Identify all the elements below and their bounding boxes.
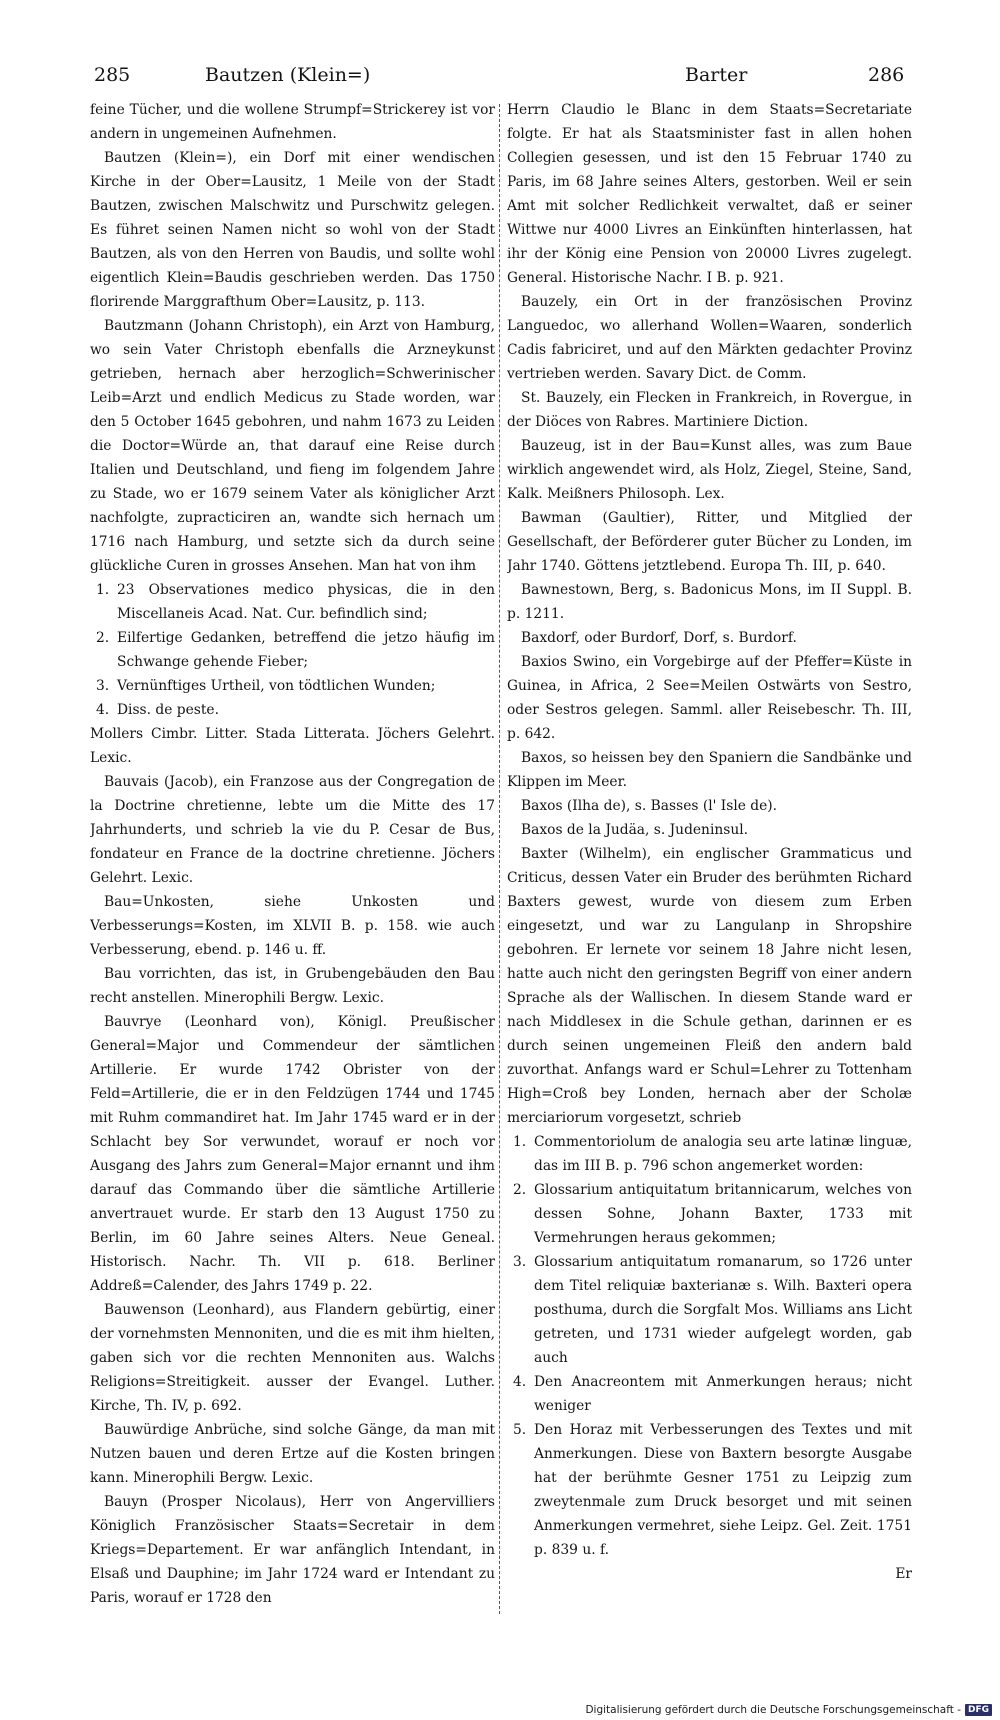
list-item	[507, 1178, 912, 1250]
list-item	[507, 1130, 912, 1178]
list-item-number: 2.	[513, 1182, 527, 1198]
entry-paragraph: Baxter (Wilhelm), ein englischer Grammaticus und Criticus, dessen Vater ein Bruder des berühmten Richard Baxters gewest, wurde von diesem zum Erben eingesetzt, und war zu Langulanp in Shropshire gebohren. Er lernete vor seinem 18 Jahre nicht lesen, hatte auch nicht den geringsten Begriff von einer andern Sprache als der Wallischen. In diesem Stande ward er nach Middlesex in die Schule gethan, darinnen er es durch seinen ungemeinen Fleiß den andern bald zuvorthat. Anfangs ward er Schul=Lehrer zu Tottenham High=Croß bey Londen, hernach aber der Scholæ merciariorum vorgesetzt, schrieb	[507, 846, 912, 1126]
list-item-text: Glossarium antiquitatum romanarum, so 1726 unter dem Titel reliquiæ baxterianæ s. Wilh. Baxteri opera posthuma, durch die Sorgfalt Mos. Williams ans Licht getreten, und 1731 wieder aufgelegt worden, gab auch	[534, 1254, 912, 1366]
page-number-right: 286	[868, 64, 905, 86]
list-item-text: Den Horaz mit Verbesserungen des Textes und mit Anmerkungen. Diese von Baxtern besorgte Ausgabe hat der berühmte Gesner 1751 zu Leipzig zum zweytenmale zum Druck besorget und mit seinen Anmerkungen vermehret, siehe Leipz. Gel. Zeit. 1751 p. 839 u. f.	[534, 1422, 912, 1558]
list-item	[507, 1250, 912, 1370]
list-item-text: Eilfertige Gedanken, betreffend die jetzo häufig im Schwange gehende Fieber;	[117, 630, 495, 670]
entry-paragraph: Bautzmann (Johann Christoph), ein Arzt von Hamburg, wo sein Vater Christoph ebenfalls die Arzneykunst getrieben, hernach aber herzoglich=Schwerinischer Leib=Arzt und endlich Medicus zu Stade worden, war den 5 October 1645 gebohren, und nahm 1673 zu Leiden die Doctor=Würde an, that darauf eine Reise durch Italien und Deutschland, und fieng im folgendem Jahre zu Stade, wo er 1679 seinem Vater als königlicher Arzt nachfolgte, zupracticiren an, wandte sich hernach um 1716 nach Hamburg, und setzte sich da durch seine glückliche Curen in grosses Ansehen. Man hat von ihm	[90, 318, 495, 574]
list-item	[507, 1370, 912, 1418]
list-item-number: 1.	[513, 1134, 527, 1150]
entry-paragraph: Baxdorf, oder Burdorf, Dorf, s. Burdorf.	[521, 630, 797, 646]
list-item	[90, 578, 495, 626]
footer-text: Digitalisierung gefördert durch die Deutsche Forschungsgemeinschaft -	[585, 1704, 961, 1716]
entry-paragraph: St. Bauzely, ein Flecken in Frankreich, in Rovergue, in der Diöces von Rabres. Martiniere Diction.	[507, 390, 912, 430]
list-item-number: 4.	[513, 1374, 527, 1390]
right-column	[507, 98, 912, 1620]
entry-paragraph: Bauzely, ein Ort in der französischen Provinz Languedoc, wo allerhand Wollen=Waaren, sonderlich Cadis fabriciret, und auf den Märkten gedachter Provinz vertrieben werden. Savary Dict. de Comm.	[507, 294, 912, 382]
list-item	[90, 698, 495, 722]
entry-paragraph: Baxos de la Judäa, s. Judeninsul.	[521, 822, 749, 838]
digitization-footer	[585, 1704, 992, 1716]
entry-paragraph: Baxios Swino, ein Vorgebirge auf der Pfeffer=Küste in Guinea, in Africa, 2 See=Meilen Ostwärts von Sestro, oder Sestros gelegen. Samml. aller Reisebeschr. Th. III, p. 642.	[507, 654, 912, 742]
entry-paragraph: Bauwenson (Leonhard), aus Flandern gebürtig, einer der vornehmsten Mennoniten, und die es mit ihm hielten, gaben sich vor die rechten Mennoniten aus. Walchs Religions=Streitigkeit. ausser der Evangel. Luther. Kirche, Th. IV, p. 692.	[90, 1302, 495, 1414]
list-item-number: 5.	[513, 1422, 527, 1438]
left-column	[90, 98, 495, 1620]
numbered-list	[90, 578, 495, 722]
entry-paragraph: Bauwürdige Anbrüche, sind solche Gänge, da man mit Nutzen bauen und deren Ertze auf die Kosten bringen kann. Minerophili Bergw. Lexic.	[90, 1422, 495, 1486]
entry-paragraph: Bau=Unkosten, siehe Unkosten und Verbesserungs=Kosten, im XLVII B. p. 158. wie auch Verbesserung, ebend. p. 146 u. ff.	[90, 894, 495, 958]
column-divider	[499, 104, 500, 1614]
entry-paragraph: Bawnestown, Berg, s. Badonicus Mons, im II Suppl. B. p. 1211.	[507, 582, 912, 622]
numbered-list	[507, 1130, 912, 1562]
list-item	[507, 1418, 912, 1562]
entry-paragraph: feine Tücher, und die wollene Strumpf=Strickerey ist vor andern in ungemeinen Aufnehmen.	[90, 102, 495, 142]
list-item-text: 23 Observationes medico physicas, die in den Miscellaneis Acad. Nat. Cur. befindlich sind;	[117, 582, 495, 622]
list-item-number: 4.	[96, 702, 110, 718]
catchword: Er	[895, 1566, 912, 1582]
entry-paragraph: Bauvais (Jacob), ein Franzose aus der Congregation de la Doctrine chretienne, lebte um die Mitte des 17 Jahrhunderts, und schrieb la vie du P. Cesar de Bus, fondateur en France de la doctrine chretienne. Jöchers Gelehrt. Lexic.	[90, 774, 495, 886]
entry-paragraph: Bauvrye (Leonhard von), Königl. Preußischer General=Major und Commendeur der sämtlichen Artillerie. Er wurde 1742 Obrister von der Feld=Artillerie, die er in den Feldzügen 1744 und 1745 mit Ruhm commandiret hat. Im Jahr 1745 ward er in der Schlacht bey Sor verwundet, worauf er noch vor Ausgang des Jahrs zum General=Major ernannt und ihm darauf das Commando über die sämtliche Artillerie anvertrauet wurde. Er starb den 13 August 1750 zu Berlin, im 60 Jahre seines Alters. Neue Geneal. Historisch. Nachr. Th. VII p. 618. Berliner Addreß=Calender, des Jahrs 1749 p. 22.	[90, 1014, 495, 1294]
entry-paragraph: Bauzeug, ist in der Bau=Kunst alles, was zum Baue wirklich angewendet wird, als Holz, Ziegel, Steine, Sand, Kalk. Meißners Philosoph. Lex.	[507, 438, 912, 502]
entry-paragraph: Bawman (Gaultier), Ritter, und Mitglied der Gesellschaft, der Beförderer guter Bücher zu Londen, im Jahr 1740. Göttens jetztlebend. Europa Th. III, p. 640.	[507, 510, 912, 574]
entry-paragraph: Mollers Cimbr. Litter. Stada Litterata. Jöchers Gelehrt. Lexic.	[90, 726, 495, 766]
page-number-left: 285	[94, 64, 131, 86]
list-item-number: 1.	[96, 582, 110, 598]
entry-paragraph: Bautzen (Klein=), ein Dorf mit einer wendischen Kirche in der Ober=Lausitz, 1 Meile von der Stadt Bautzen, zwischen Malschwitz und Purschwitz gelegen. Es führet seinen Namen nicht so wohl von der Stadt Bautzen, als von den Herren von Baudis, und sollte wohl eigentlich Klein=Baudis geschrieben werden. Das 1750 florirende Marggrafthum Ober=Lausitz, p. 113.	[90, 150, 495, 310]
list-item-text: Diss. de peste.	[117, 702, 219, 718]
list-item-text: Glossarium antiquitatum britannicarum, welches von dessen Sohne, Johann Baxter, 1733 mit Vermehrungen heraus gekommen;	[534, 1182, 912, 1246]
entry-paragraph: Bauyn (Prosper Nicolaus), Herr von Angervilliers Königlich Französischer Staats=Secretair in dem Kriegs=Departement. Er war anfänglich Intendant, in Elsaß und Dauphine; im Jahr 1724 ward er Intendant zu Paris, worauf er 1728 den	[90, 1494, 495, 1606]
list-item-number: 2.	[96, 630, 110, 646]
list-item	[90, 674, 495, 698]
entry-paragraph: Herrn Claudio le Blanc in dem Staats=Secretariate folgte. Er hat als Staatsminister fast in allen hohen Collegien gesessen, und ist den 15 Februar 1740 zu Paris, im 68 Jahre seines Alters, gestorben. Weil er sein Amt mit solcher Redlichkeit verwaltet, daß er seiner Wittwe nur 4000 Livres an Einkünften hinterlassen, hat ihr der König eine Pension von 20000 Livres zugelegt. General. Historische Nachr. I B. p. 921.	[507, 102, 912, 286]
list-item-text: Den Anacreontem mit Anmerkungen heraus; nicht weniger	[534, 1374, 912, 1414]
entry-paragraph: Bau vorrichten, das ist, in Grubengebäuden den Bau recht anstellen. Minerophili Bergw. Lexic.	[90, 966, 495, 1006]
entry-paragraph: Baxos, so heissen bey den Spaniern die Sandbänke und Klippen im Meer.	[507, 750, 912, 790]
running-head-left: Bautzen (Klein=)	[205, 64, 371, 86]
list-item-text: Vernünftiges Urtheil, von tödtlichen Wunden;	[117, 678, 436, 694]
running-head-right: Barter	[685, 64, 748, 86]
dfg-logo: DFG	[965, 1704, 992, 1716]
list-item	[90, 626, 495, 674]
entry-paragraph: Baxos (Ilha de), s. Basses (l' Isle de).	[521, 798, 778, 814]
list-item-number: 3.	[96, 678, 110, 694]
list-item-text: Commentoriolum de analogia seu arte latinæ linguæ, das im III B. p. 796 schon angemerket worden:	[534, 1134, 912, 1174]
list-item-number: 3.	[513, 1254, 527, 1270]
